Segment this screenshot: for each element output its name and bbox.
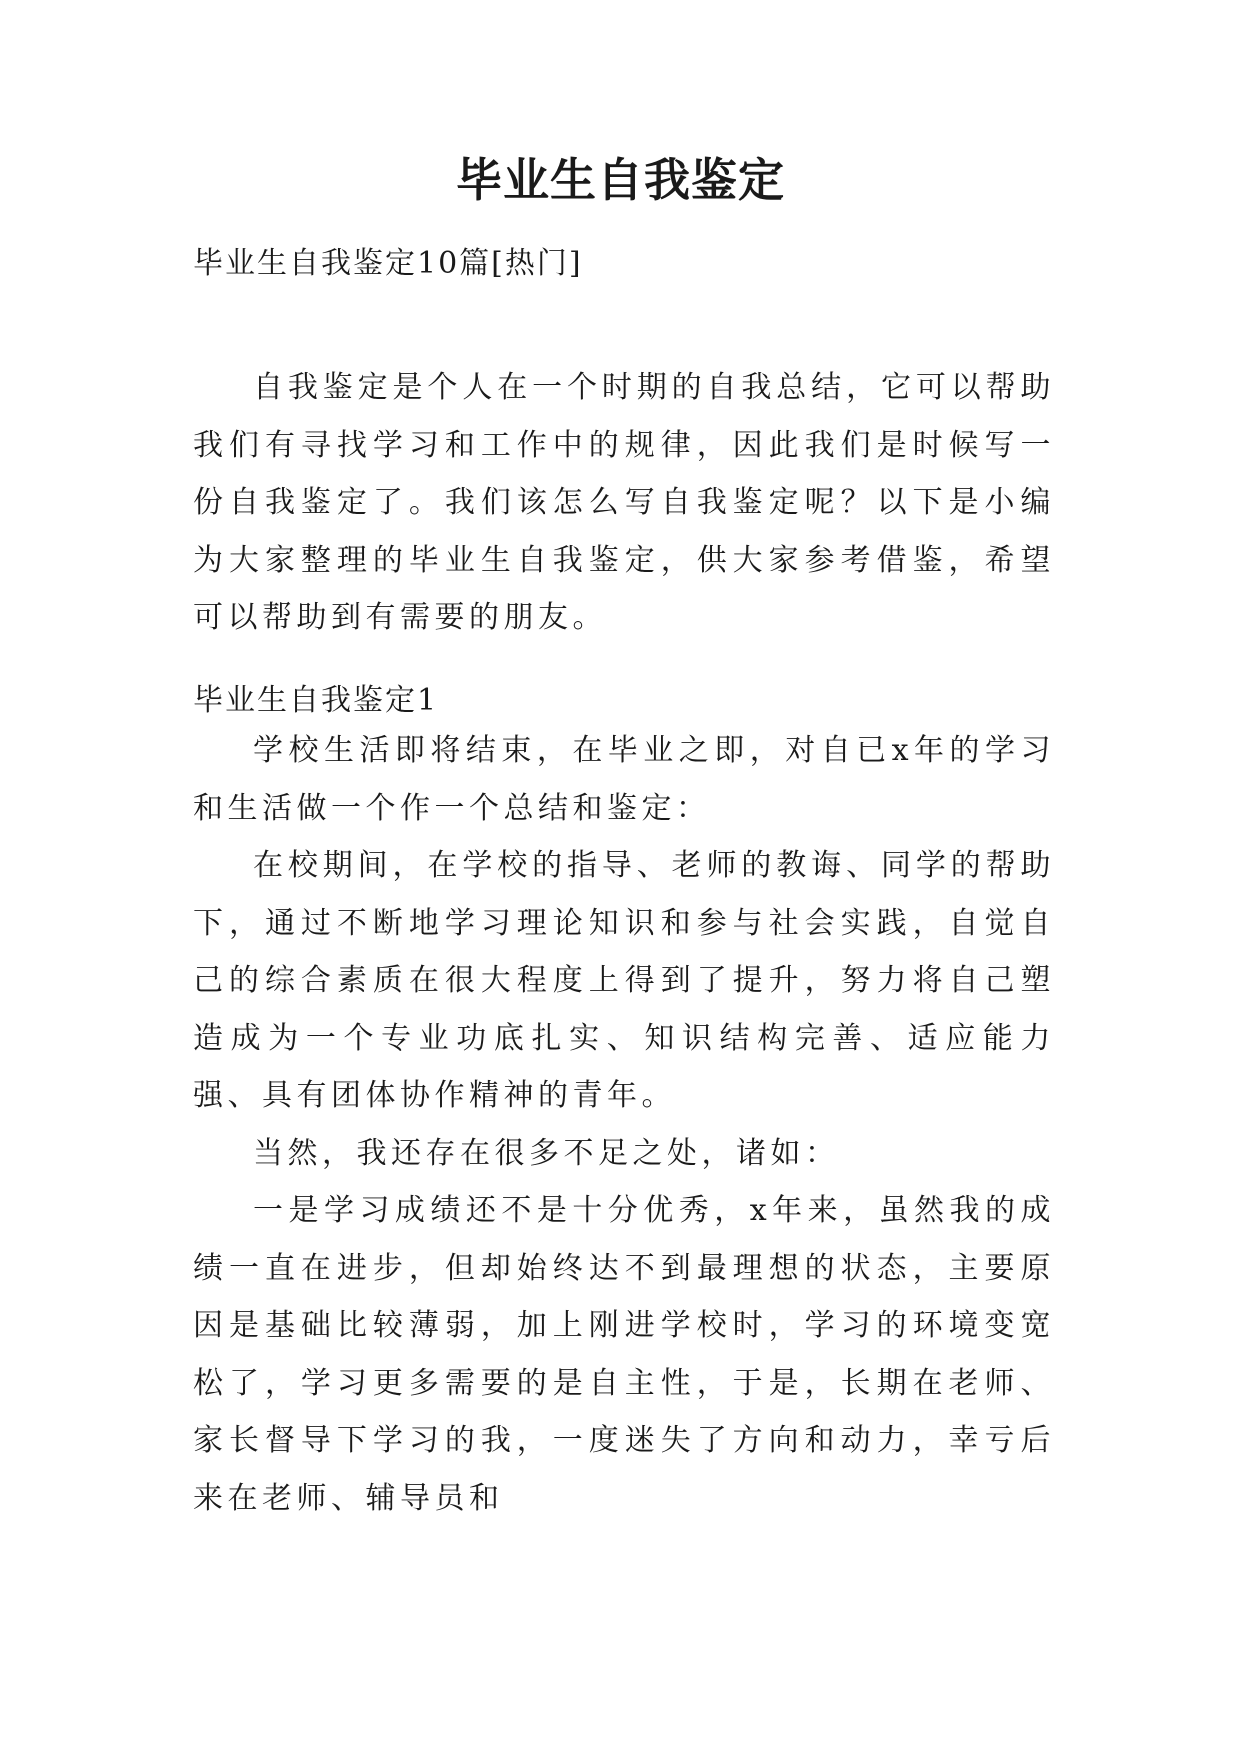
body-paragraph: 在校期间，在学校的指导、老师的教诲、同学的帮助下，通过不断地学习理论知识和参与社会实践，自觉自己的综合素质在很大程度上得到了提升，努力将自己塑造成为一个专业功底扎实、知识结构完善、适应能力强、具有团体协作精神的青年。 xyxy=(193,848,1055,1113)
intro-paragraph: 自我鉴定是个人在一个时期的自我总结，它可以帮助我们有寻找学习和工作中的规律，因此我们是时候写一份自我鉴定了。我们该怎么写自我鉴定呢？以下是小编为大家整理的毕业生自我鉴定，供大家参考借鉴，希望可以帮助到有需要的朋友。 xyxy=(193,370,1055,635)
body-paragraph: 当然，我还存在很多不足之处，诸如： xyxy=(253,1135,840,1171)
section-body xyxy=(193,722,1055,1527)
body-paragraph: 学校生活即将结束，在毕业之即，对自已x年的学习和生活做一个作一个总结和鉴定： xyxy=(193,733,1055,826)
section-heading: 毕业生自我鉴定1 xyxy=(193,683,439,718)
document-subtitle: 毕业生自我鉴定10篇[热门] xyxy=(193,246,583,281)
body-paragraph: 一是学习成绩还不是十分优秀，x年来，虽然我的成绩一直在进步，但却始终达不到最理想的状态，主要原因是基础比较薄弱，加上刚进学校时，学习的环境变宽松了，学习更多需要的是自主性，于是，长期在老师、家长督导下学习的我，一度迷失了方向和动力，幸亏后来在老师、辅导员和 xyxy=(193,1193,1055,1516)
intro-block xyxy=(193,359,1055,647)
document-title: 毕业生自我鉴定 xyxy=(456,153,785,207)
